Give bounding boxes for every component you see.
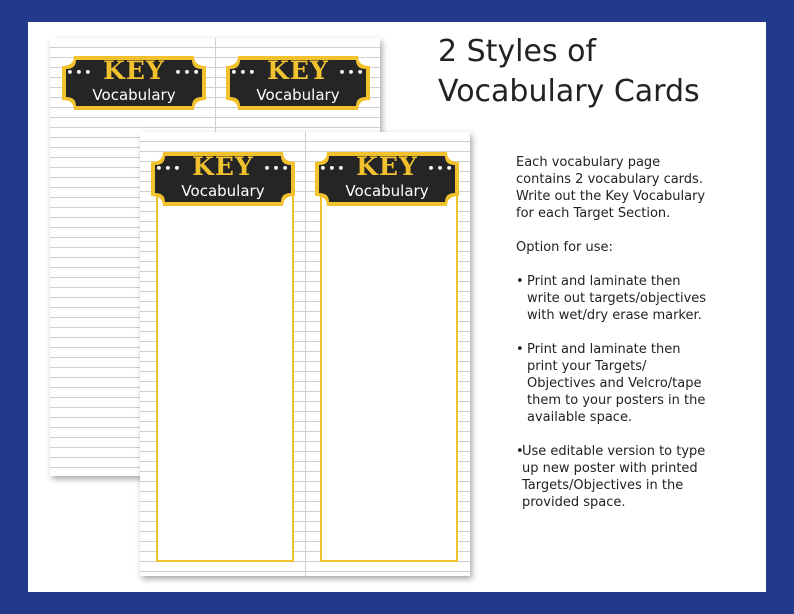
key-vocabulary-label (60, 54, 208, 112)
bullet-marker: • (516, 444, 524, 459)
label-key-text: ••• KEY ••• (155, 152, 291, 181)
key-vocabulary-label (224, 54, 372, 112)
intro-line: Write out the Key Vocabulary (516, 189, 706, 204)
bullet-marker: • (516, 342, 524, 357)
option-line: Use editable version to type (522, 444, 706, 459)
option-line: Print and laminate then (527, 274, 681, 289)
intro-line: contains 2 vocabulary cards. (516, 172, 703, 187)
boxed-vocabulary-sheet (140, 132, 470, 576)
label-key-text: ••• KEY ••• (66, 56, 202, 85)
sheet-divider (305, 132, 306, 576)
option-line: Objectives and Velcro/tape (527, 376, 702, 391)
option-line: Print and laminate then (527, 342, 681, 357)
option-line: write out targets/objectives (527, 291, 707, 306)
label-key-text: ••• KEY ••• (230, 56, 366, 85)
option-line: with wet/dry erase marker. (527, 308, 702, 323)
title-line: Vocabulary Cards (438, 74, 700, 109)
intro-paragraph (516, 154, 736, 222)
vocabulary-card-box (320, 182, 458, 562)
option-item (516, 273, 736, 324)
key-vocabulary-label (149, 150, 297, 208)
content-panel (28, 22, 766, 592)
intro-line: Each vocabulary page (516, 155, 661, 170)
option-item (516, 341, 736, 426)
label-vocabulary-text: Vocabulary (256, 86, 340, 104)
option-line: Targets/Objectives in the (522, 478, 684, 493)
option-heading: Option for use: (516, 240, 613, 255)
label-key-text: ••• KEY ••• (319, 152, 455, 181)
label-vocabulary-text: Vocabulary (181, 182, 265, 200)
intro-line: for each Target Section. (516, 206, 671, 221)
option-line: print your Targets/ (527, 359, 647, 374)
option-line: them to your posters in the (527, 393, 706, 408)
key-vocabulary-label (313, 150, 461, 208)
option-line: up new poster with printed (522, 461, 698, 476)
description (516, 154, 736, 511)
label-vocabulary-text: Vocabulary (92, 86, 176, 104)
vocabulary-card-box (156, 182, 294, 562)
option-line: available space. (527, 410, 633, 425)
title-line: 2 Styles of (438, 34, 597, 69)
page-title (438, 32, 700, 112)
option-item (516, 443, 736, 511)
bullet-marker: • (516, 274, 524, 289)
option-line: provided space. (522, 495, 626, 510)
label-vocabulary-text: Vocabulary (345, 182, 429, 200)
